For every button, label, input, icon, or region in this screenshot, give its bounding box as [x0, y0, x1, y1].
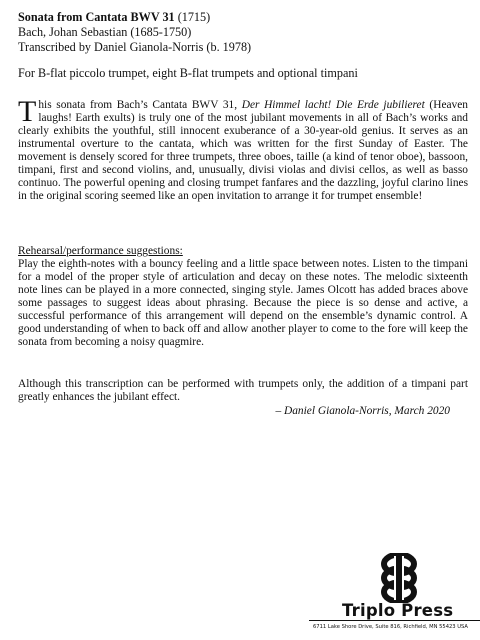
header-block	[18, 10, 468, 55]
publisher-divider	[309, 620, 480, 621]
instrumentation-line: For B-flat piccolo trumpet, eight B-flat trumpets and optional timpani	[18, 66, 358, 80]
signature: – Daniel Gianola-Norris, March 2020	[275, 405, 450, 417]
performance-heading: Rehearsal/performance suggestions:	[18, 245, 183, 257]
cantata-title: Der Himmel lacht! Die Erde jubilieret	[241, 99, 425, 111]
transcriber-line: Transcribed by Daniel Gianola-Norris (b. 1978)	[18, 40, 252, 54]
performance-paragraph: Play the eighth-notes with a bouncy feeling and a little space between notes. Listen to the timpani for a model of the proper style of articulation and decay on these notes. The melodic sixteenth note lines can be played in a more connected, singing style. James Olcott has added braces above some passages to suggest ideas about phrasing. Because the piece is so dense and active, a successful performance of this arrangement will depend on the ensemble’s dynamic control. A good understanding of when to back off and allow another player to come to the fore will keep the sonata from becoming a noisy quagmire.	[18, 258, 468, 349]
triplo-press-logo-icon	[375, 553, 423, 603]
closing-paragraph: Although this transcription can be performed with trumpets only, the addition of a timpani part greatly enhances the jubilant effect.	[18, 378, 468, 404]
intro-paragraph: This sonata from Bach’s Cantata BWV 31, Der Himmel lacht! Die Erde jubilieret (Heaven laughs! Earth exults) is truly one of the most jubilant movements in all of Bach’s works and clearly exhibits the youthful, still innocent exuberance of a 30-year-old genius. It serves as an instrumental overture to the cantata, which was written for the first Sunday of Easter. The movement is densely scored for three trumpets, three oboes, taille (a kind of tenor oboe), bassoon, timpani, first and second violins, and, unusually, divisi violas and divisi cellos, as well as basso continuo. The powerful opening and closing trumpet fanfares and the dazzling, joyful clarino lines in the original scoring seemed like an open invitation to arrange it for trumpet ensemble!	[18, 95, 468, 203]
publisher-address: 6711 Lake Shore Drive, Suite 816, Richfield, MN 55423 USA	[313, 624, 468, 630]
publisher-name: Triplo Press	[342, 601, 454, 620]
composer-line: Bach, Johan Sebastian (1685-1750)	[18, 25, 192, 39]
piece-title: Sonata from Cantata BWV 31 (1715)	[18, 10, 211, 24]
drop-cap: T	[18, 95, 37, 128]
